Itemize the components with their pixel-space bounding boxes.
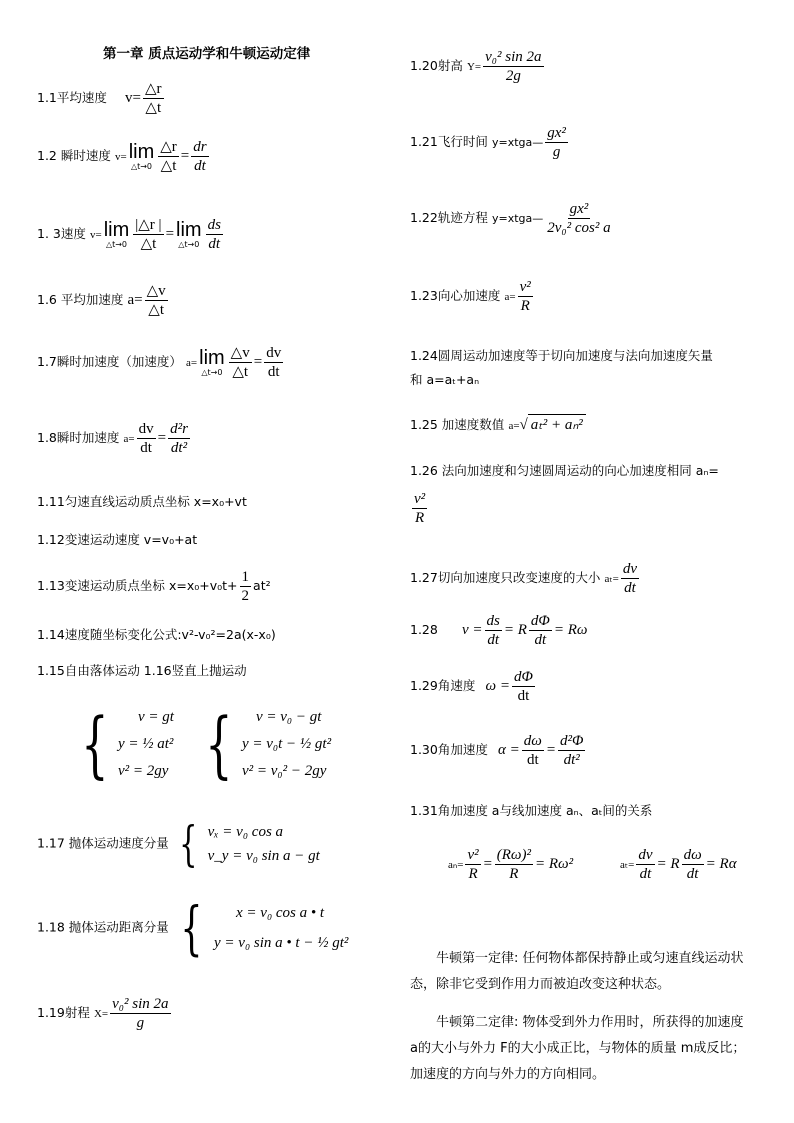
equation-line: x = v₀ cos a • t [236,905,325,921]
numerator: v² [467,847,479,863]
formula-1-31-tangent [620,846,737,883]
numerator: v₀² sin 2a [112,996,169,1012]
formula-1-24-line1: 1.24圆周运动加速度等于切向加速度与法向加速度矢量 [410,348,713,363]
formula-1-20 [410,48,546,85]
numerator: △r [160,139,177,155]
formula-label: 1.1平均速度 [37,90,107,105]
lhs: X= [93,1008,109,1020]
tail-term: = Rα [705,856,737,872]
tail-term: = Rω² [535,856,574,872]
numerator: dω [683,847,702,863]
newton-first-law: 牛顿第一定律: 任何物体都保持静止或匀速直线运动状态，除非它受到作用力而被迫改变这种状态。 [410,951,744,992]
numerator: △r [145,81,162,97]
lhs: aₙ= [448,859,464,871]
denominator: 2 [241,588,250,604]
lim-symbol: lim [128,141,155,163]
middle-term: = R [503,622,527,638]
formula-1-31: 1.31角加速度 a与线加速度 aₙ、aₜ间的关系 [410,803,653,818]
numerator: △v [146,283,166,299]
formula-label: 1.25 加速度数值 [410,417,505,432]
formula-label: 1. 3速度 [37,226,86,241]
lhs: ω = [485,678,510,694]
formula-label: 1.28 [410,622,438,637]
expression-tail: at² [253,578,271,593]
numerator: d²Φ [559,733,584,749]
middle-term: = R [656,856,680,872]
numerator: △v [230,345,250,361]
numerator: d²r [170,421,188,437]
denominator: △t [160,158,177,174]
denominator: dt [639,866,652,882]
formula-1-8: 1.8瞬时加速度 a= $\frac{dv}{dt}$ = $\frac{\text{d²r}}{\text{dt²}}$ [37,421,188,456]
lhs: aₜ= [604,573,619,585]
denominator: △t [232,364,249,380]
formula-1-1 [37,80,166,117]
denominator: 2g [505,68,521,84]
tail-term: = Rω [553,622,588,638]
lhs: a= [504,291,516,303]
denominator: dt [140,440,152,456]
denominator: dt [686,866,699,882]
lhs: v= [125,90,141,106]
expression: y=xtga— [491,136,544,149]
lhs: a= [508,420,520,432]
numerator: dv [622,561,637,577]
formula-1-12: 1.12变速运动速度 v=v₀+at [37,532,198,547]
denominator: R [414,510,425,526]
formula-label: 1.17 抛体运动速度分量 [37,835,169,851]
numerator: |△r | [135,217,162,233]
newton-second-law: 牛顿第二定律: 物体受到外力作用时，所获得的加速度 a的大小与外力 F的大小成正比，与物体的质量 m成反比；加速度的方向与外力的方向相同。 [410,1015,746,1082]
formula-1-11: 1.11匀速直线运动质点坐标 x=x₀+vt [37,494,247,509]
formula-1-7: 1.7瞬时加速度（加速度） a= lim △t→0 $\frac{\triangle v}{\triangle t}$ = $\frac{dv}{dt}$ [37,345,282,380]
equation-line: vₓ = v₀ cos a [207,824,284,840]
numerator: ds [207,217,221,233]
formula-1-13 [37,568,271,605]
equation-line: v² = v₀² − 2gy [241,762,327,779]
numerator: dΦ [513,669,533,685]
denominator: dt² [170,440,188,456]
denominator: △t [148,302,164,318]
numerator: dr [193,139,207,155]
lim-subscript: △t→0 [130,162,153,171]
lhs: a= [186,357,198,369]
numerator: dv [138,421,154,437]
formula-1-24-line2: 和 a=aₜ+aₙ [410,372,480,387]
denominator: R [468,866,478,882]
formula-1-21 [410,124,570,161]
numerator: ds [486,613,500,629]
formula-label: 1.6 平均加速度 [37,292,124,307]
numerator: dv [638,847,653,863]
expression: x=x₀+v₀t+ [168,578,238,593]
equation-line: v = gt [137,709,174,726]
formula-label: 1.30角加速度 [410,742,488,757]
formula-1-26-fraction [410,490,429,527]
formula-label: 1.8瞬时加速度 [37,430,120,445]
formula-1-15-16: 1.15自由落体运动 1.16竖直上抛运动 [37,663,247,678]
lhs: v = [461,622,483,638]
formula-1-22 [410,200,615,237]
formula-1-17: 1.17 抛体运动速度分量 { vₓ = v₀ cos a v_y = v₀ sin a − gt [37,816,320,872]
lhs: aₜ= [620,859,635,871]
formula-1-29 [410,668,537,705]
denominator: g [552,144,561,160]
formula-label: 1.20射高 [410,58,463,73]
formula-1-3: 1. 3速度 v= lim △t→0 $\frac{|\triangle r |}{\triangle t}$ = lim △t→0 $\frac{ds}{dt}$ [37,217,221,252]
formula-1-6 [37,282,170,319]
numerator: 1 [241,569,250,585]
formula-1-23 [410,278,535,315]
formula-label: 1.22轨迹方程 [410,210,488,225]
numerator: (Rω)² [496,847,531,863]
formula-1-14: 1.14速度随坐标变化公式:v²-v₀²=2a(x-x₀) [37,627,276,642]
formula-1-27 [410,560,641,597]
numerator: gx² [569,201,589,217]
lim-subscript: △t→0 [201,368,223,377]
lim-subscript: △t→0 [105,240,128,249]
formula-label: 1.13变速运动质点坐标 [37,578,165,593]
equation-line: v_y = v₀ sin a − gt [207,848,320,864]
expression: y=xtga— [491,212,544,225]
formula-1-28 [410,612,587,649]
formula-label: 1.23向心加速度 [410,288,501,303]
numerator: v² [519,279,531,295]
system-vertical-throw: { v = v₀ − gt y = v₀t − ½ gt² v² = v₀² − 2gy [205,702,332,786]
denominator: g [136,1015,145,1031]
numerator: dω [523,733,542,749]
formula-label: 1.2 瞬时速度 [37,148,111,163]
equation-line: y = ½ at² [117,735,174,752]
formula-label: 1.7瞬时加速度（加速度） [37,354,182,369]
denominator: dt [526,752,539,768]
equation-line: y = v₀t − ½ gt² [241,735,332,752]
formula-1-2: 1.2 瞬时速度 v= lim △t→0 $\frac{\triangle r}{\triangle t}$ = $\frac{dr}{dt}$ [37,139,207,174]
formula-1-31-normal: aₙ= $\frac{\text{v²}}{R}$ = $\frac{\text{(Rω)²}}{R}$ = Rω² [448,847,574,882]
lhs: v= [90,229,102,241]
denominator: dt [208,236,221,252]
equation-line: v² = 2gy [117,762,169,779]
chapter-title: 第一章 质点运动学和牛顿运动定律 [103,46,311,62]
denominator: dt [194,158,206,174]
numerator: dv [266,345,282,361]
denominator: 2v₀² cos² a [547,220,611,236]
denominator: △t [145,100,162,116]
denominator: dt [267,364,280,380]
formula-1-25: 1.25 加速度数值 a=√ aₜ² + aₙ² [410,414,586,434]
denominator: △t [140,236,157,252]
formula-label: 1.18 抛体运动距离分量 [37,919,169,935]
denominator: dt [487,632,500,648]
sqrt-expression: aₜ² + aₙ² [528,414,586,434]
formula-1-19 [37,995,173,1032]
formula-label: 1.19射程 [37,1005,90,1020]
formula-1-18: 1.18 抛体运动距离分量 { x = v₀ cos a • t y = v₀ sin a • t − ½ gt² [37,894,349,962]
numerator: gx² [547,125,566,141]
numerator: v² [414,491,426,507]
lhs: a= [127,292,143,308]
denominator: dt [517,688,530,704]
lhs: a= [123,433,135,445]
denominator: dt [624,580,636,596]
lhs: α = [497,742,520,758]
numerator: v₀² sin 2a [485,49,542,65]
denominator: dt [534,632,547,648]
lhs: v= [115,151,127,163]
equation-line: v = v₀ − gt [255,709,322,726]
formula-label: 1.27切向加速度只改变速度的大小 [410,570,601,585]
equation-line: y = v₀ sin a • t − ½ gt² [214,935,349,951]
denominator: R [509,866,519,882]
formula-label: 1.29角速度 [410,678,476,693]
lhs: Y= [466,61,482,73]
system-free-fall: { v = gt y = ½ at² v² = 2gy [81,702,174,786]
formula-1-30: 1.30角加速度 α = $\frac{d\omega}{dt}$ = $\frac{\text{d²Φ}}{\text{dt²}}$ [410,733,584,768]
denominator: dt² [563,752,580,768]
formula-label: 1.21飞行时间 [410,134,488,149]
formula-1-26: 1.26 法向加速度和匀速圆周运动的向心加速度相同 aₙ= [410,463,719,478]
numerator: dΦ [530,613,550,629]
denominator: R [520,298,530,314]
